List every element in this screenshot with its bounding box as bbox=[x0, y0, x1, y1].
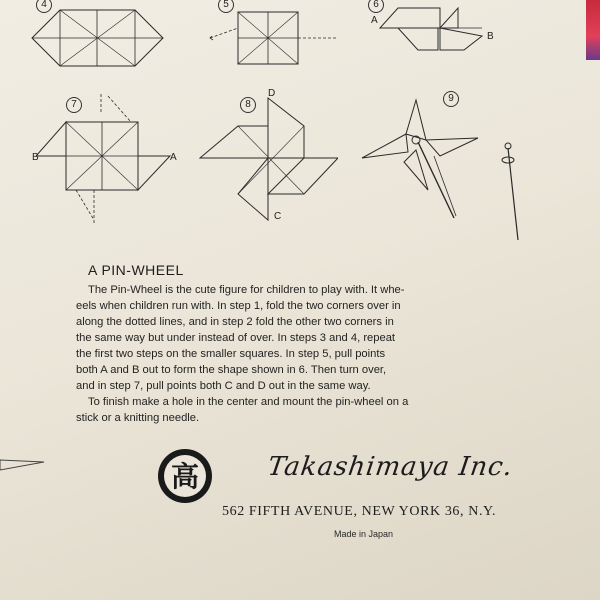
label-d-step8: D bbox=[268, 88, 276, 99]
step-7-number: 7 bbox=[66, 97, 82, 113]
instructions-line: both A and B out to form the shape shown in 6. Then turn over, bbox=[76, 364, 387, 376]
logo-glyph: 高 bbox=[170, 460, 200, 493]
instructions-line: and in step 7, pull points both C and D out in the same way. bbox=[76, 380, 371, 392]
label-b-step7: B bbox=[32, 152, 39, 163]
made-in-label: Made in Japan bbox=[334, 529, 394, 539]
article-title: A PIN-WHEEL bbox=[88, 262, 184, 278]
step-5-number: 5 bbox=[218, 0, 234, 13]
decorative-triangle bbox=[0, 440, 48, 480]
instructions-line: stick or a knitting needle. bbox=[76, 412, 200, 424]
step-8-diagram bbox=[198, 96, 338, 226]
instructions-line: the first two steps on the smaller squares. In step 5, pull points bbox=[76, 348, 386, 360]
label-b-step6: B bbox=[487, 31, 494, 42]
instructions-line: To finish make a hole in the center and mount the pin-wheel on a bbox=[88, 396, 409, 408]
label-c-step8: C bbox=[274, 211, 282, 222]
instructions-line: The Pin-Wheel is the cute figure for children to play with. It whe- bbox=[88, 284, 405, 296]
instructions-line: the same way but under instead of over. In steps 3 and 4, repeat bbox=[76, 332, 396, 344]
step-7-diagram bbox=[36, 92, 174, 227]
address: 562 FIFTH AVENUE, NEW YORK 36, N.Y. bbox=[222, 504, 497, 519]
brand-name: Takashimaya Inc. bbox=[265, 452, 516, 482]
instructions-line: along the dotted lines, and in step 2 fold the other two corners in bbox=[76, 316, 394, 328]
takashimaya-logo-icon bbox=[156, 447, 214, 505]
step-4-diagram bbox=[30, 8, 165, 68]
instructions-text bbox=[76, 282, 526, 426]
step-8-number: 8 bbox=[240, 97, 256, 113]
label-a-step7: A bbox=[170, 152, 177, 163]
step-9-number: 9 bbox=[443, 91, 459, 107]
step-4-number: 4 bbox=[36, 0, 52, 13]
step-5-diagram bbox=[208, 8, 338, 68]
label-a-step6: A bbox=[371, 15, 378, 26]
step-6-number: 6 bbox=[368, 0, 384, 13]
step-9-diagram bbox=[358, 98, 528, 246]
instructions-line: eels when children run with. In step 1, fold the two corners over in bbox=[76, 300, 401, 312]
step-6-diagram bbox=[378, 6, 493, 56]
red-edge-strip bbox=[586, 0, 600, 60]
